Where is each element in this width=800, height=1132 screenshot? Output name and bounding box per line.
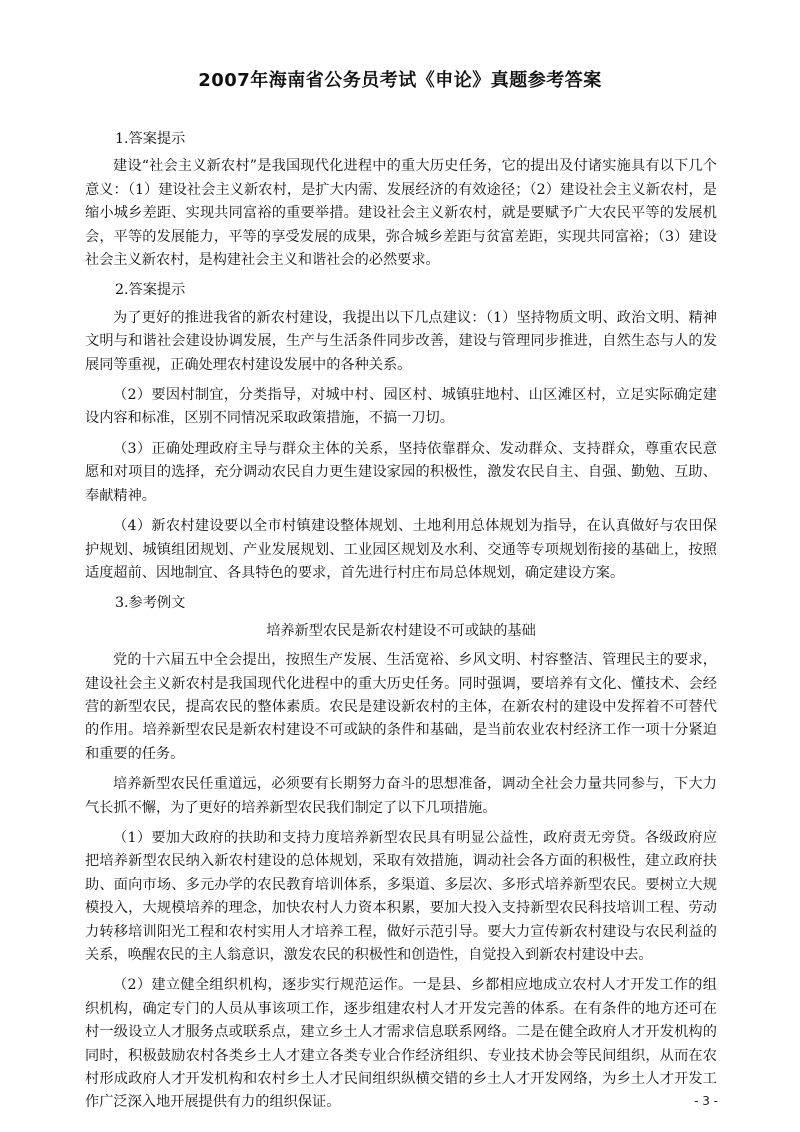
page-number: - 3 - [694,1094,718,1108]
section-3-paragraph-3: （1）要加大政府的扶助和支持力度培养新型农民具有明显公益性，政府责无旁贷。各级政府应把培养新型农民纳入新农村建设的总体规划，采取有效措施，调动社会各方面的积极性，建立政府扶助、面向市场、多元办学的农民教育培训体系，多渠道、多层次、多形式培养新型农民。要树立大规模投入，大规模培养的理念，加快农村人力资本积累，要加大投入支持新型农民科技培训工程、劳动力转移培训阳光工程和农村实用人才培养工程，做好示范引导。要大力宣传新农村建设与农民利益的关系，唤醒农民的主人翁意识，激发农民的积极性和创造性，自觉投入到新农村建设中去。 [85,829,717,963]
section-2-paragraph-4: （4）新农村建设要以全市村镇建设整体规划、土地利用总体规划为指导，在认真做好与农田保护规划、城镇组团规划、产业发展规划、工业园区规划及水利、交通等专项规划衔接的基础上，按照适度超前、因地制宜、各具特色的要求，首先进行村庄布局总体规划，确定建设方案。 [85,518,717,581]
document-title: 2007年海南省公务员考试《申论》真题参考答案 [198,70,602,91]
section-2-paragraph-1: 为了更好的推进我省的新农村建设，我提出以下几点建议：（1）坚持物质文明、政治文明、精神文明与和谐社会建设协调发展，生产与生活条件同步改善，建设与管理同步推进，自然生态与人的发展同等重视，正确处理农村建设发展中的各种关系。 [85,309,717,373]
section-2-heading: 2.答案提示 [115,282,186,299]
essay-title: 培养新型农民是新农村建设不可或缺的基础 [266,622,536,639]
section-2-paragraph-3: （3）正确处理政府主导与群众主体的关系，坚持依靠群众、发动群众、支持群众，尊重农民意愿和对项目的选择，充分调动农民自力更生建设家园的积极性，激发农民自主、自强、勤勉、互助、奉献精神。 [85,440,717,504]
section-3-paragraph-2: 培养新型农民任重道远，必须要有长期努力奋斗的思想准备，调动全社会力量共同参与，下大力气长抓不懈，为了更好的培养新型农民我们制定了以下几项措施。 [85,776,717,816]
section-3-paragraph-4: （2）建立健全组织机构，逐步实行规范运作。一是县、乡都相应地成立农村人才开发工作的组织机构，确定专门的人员从事该项工作，逐步组建农村人才开发完善的体系。在有条件的地方还可在村一级设立人才服务点或联系点，建立乡土人才需求信息联系网络。二是在健全政府人才开发机构的同时，积极鼓励农村各类乡土人才建立各类专业合作经济组织、专业技术协会等民间组织，从而在农村形成政府人才开发机构和农村乡土人才民间组织纵横交错的乡土人才开发网络，为乡土人才开发工作广泛深入地开展提供有力的组织保证。 [85,977,717,1111]
section-2-paragraph-2: （2）要因村制宜，分类指导，对城中村、园区村、城镇驻地村、山区滩区村，立足实际确定建设内容和标准，区别不同情况采取政策措施，不搞一刀切。 [85,387,717,427]
section-3-heading: 3.参考例文 [115,595,186,612]
section-1-paragraph-1: 建设“社会主义新农村”是我国现代化进程中的重大历史任务，它的提出及付诸实施具有以下几个意义：（1）建设社会主义新农村，是扩大内需、发展经济的有效途径；（2）建设社会主义新农村，是缩小城乡差距、实现共同富裕的重要举措。建设社会主义新农村，就是要赋予广大农民平等的发展机会，平等的发展能力，平等的享受发展的成果，弥合城乡差距与贫富差距，实现共同富裕；（3）建设社会主义新农村，是构建社会主义和谐社会的必然要求。 [85,158,717,269]
section-3-paragraph-1: 党的十六届五中全会提出，按照生产发展、生活宽裕、乡风文明、村容整洁、管理民主的要求，建设社会主义新农村是我国现代化进程中的重大历史任务。同时强调，要培养有文化、懂技术、会经营的新型农民，提高农民的整体素质。农民是建设新农村的主体，在新农村的建设中发挥着不可替代的作用。培养新型农民是新农村建设不可或缺的条件和基础，是当前农业农村经济工作一项十分紧迫和重要的任务。 [85,652,717,762]
section-1-heading: 1.答案提示 [115,131,186,147]
document-body [85,128,717,1122]
